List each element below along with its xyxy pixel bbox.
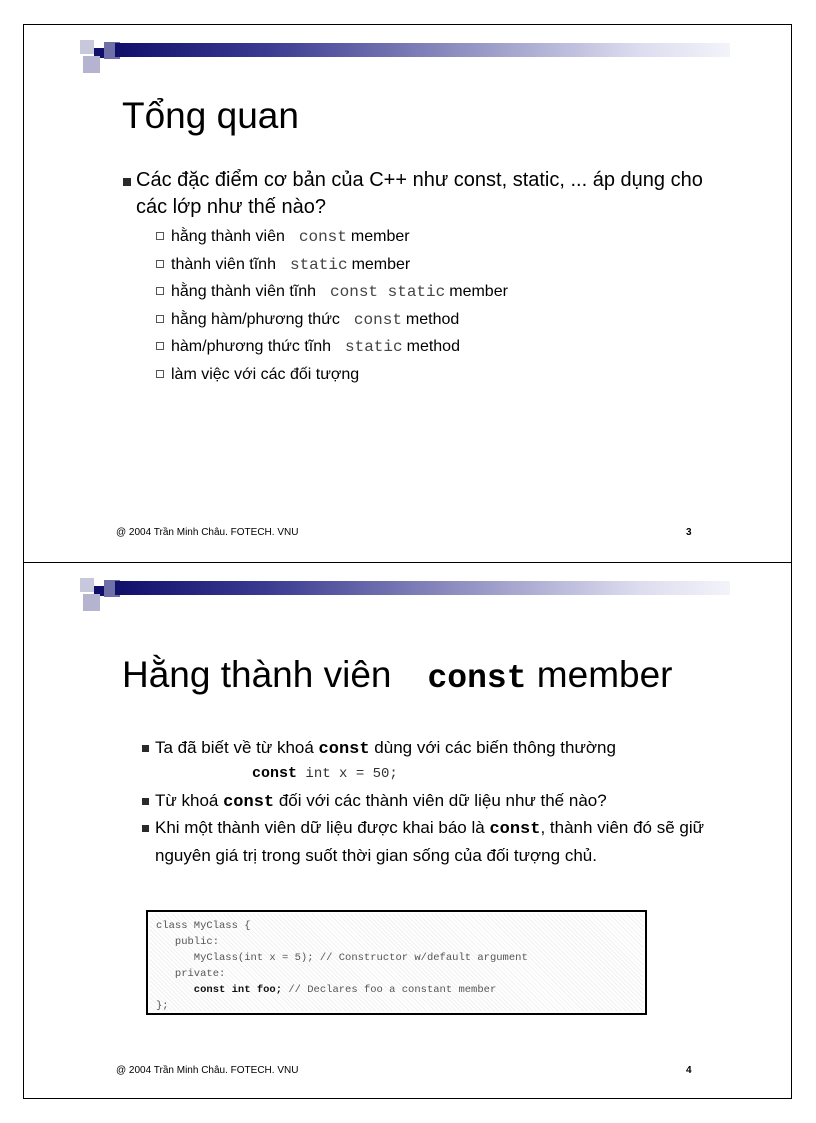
document-page (23, 24, 792, 1099)
list-item: hằng thành viên const member (156, 223, 508, 251)
bullet-2: Từ khoá const đối với các thành viên dữ liệu như thế nào? (155, 788, 735, 816)
list-item: hằng thành viên tĩnh const static member (156, 278, 508, 306)
main-bullet: Các đặc điểm cơ bản của C++ như const, static, ... áp dụng cho các lớp như thế nào? (136, 167, 706, 221)
page-number: 3 (686, 527, 692, 538)
slide-footer: @ 2004 Trần Minh Châu. FOTECH. VNU (116, 527, 299, 538)
header-decoration (80, 578, 730, 613)
sub-bullet-list (156, 223, 508, 388)
bullet-3: Khi một thành viên dữ liệu được khai báo là const, thành viên đó sẽ giữ nguyên giá trị trong suốt thời gian sống của đối tượng chủ. (155, 815, 735, 869)
slide-4 (24, 563, 791, 1100)
code-line: }; (156, 1000, 169, 1012)
list-item: làm việc với các đối tượng (156, 361, 508, 389)
list-item: hằng hàm/phương thức const method (156, 306, 508, 334)
header-decoration (80, 40, 730, 75)
slide-3 (24, 25, 791, 562)
code-example: const int x = 50; (252, 765, 398, 782)
bullet-1: Ta đã biết về từ khoá const dùng với các biến thông thường (155, 735, 735, 763)
slide-title: Tổng quan (122, 95, 299, 136)
list-item: thành viên tĩnh static member (156, 251, 508, 279)
page-number: 4 (686, 1065, 692, 1076)
list-item: hàm/phương thức tĩnh static method (156, 333, 508, 361)
code-line: const int foo; // Declares foo a constant member (156, 984, 497, 996)
code-line: public: (156, 936, 220, 948)
code-line: private: (156, 968, 226, 980)
slide-footer: @ 2004 Trần Minh Châu. FOTECH. VNU (116, 1065, 299, 1076)
code-line: class MyClass { (156, 920, 251, 932)
slide-title: Hằng thành viên const member (122, 654, 673, 697)
code-line: MyClass(int x = 5); // Constructor w/default argument (156, 952, 528, 964)
code-box (146, 910, 647, 1015)
